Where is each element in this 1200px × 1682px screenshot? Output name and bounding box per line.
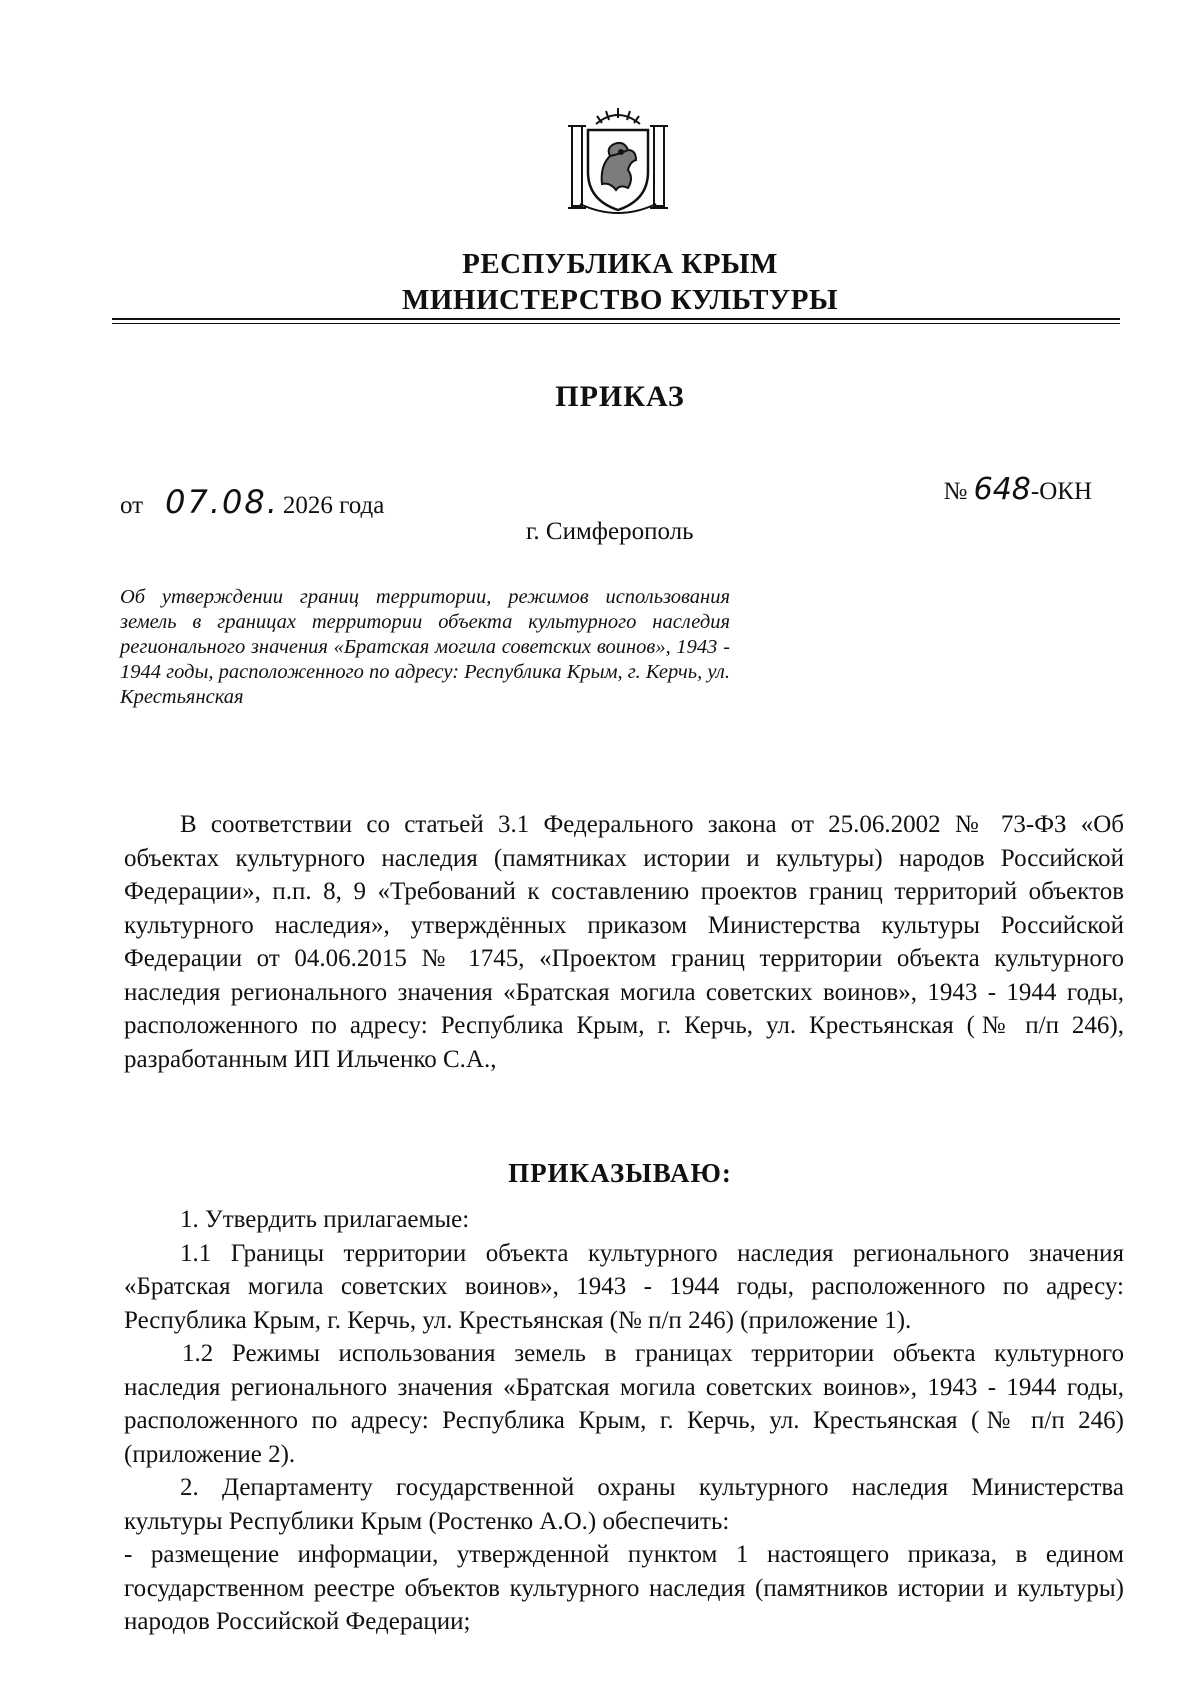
date-handwritten: 07.08. <box>165 483 279 521</box>
date-prefix: от <box>120 492 144 519</box>
republic-name: РЕСПУБЛИКА КРЫМ <box>462 248 778 280</box>
number-prefix: № <box>943 478 968 505</box>
order-items <box>124 1203 1124 1639</box>
date-suffix: 2026 года <box>282 492 385 519</box>
decree-heading: ПРИКАЗЫВАЮ: <box>508 1158 732 1188</box>
item-1: 1. Утвердить прилагаемые: <box>180 1206 470 1233</box>
item-1-1: 1.1 Границы территории объекта культурного наследия регионального значения «Братская могила советских воинов», 1943 - 1944 годы, расположенного по адресу: Республика Крым, г. Керчь, ул. Крестьянская (№ п/п 246) (приложение 1). <box>124 1239 1124 1334</box>
document-number <box>944 472 1092 507</box>
document-date <box>120 483 384 521</box>
item-1-2: 1.2 Режимы использования земель в границах территории объекта культурного наследия регионального значения «Братская могила советских воинов», 1943 - 1944 годы, расположенного по адресу: Республика Крым, г. Керчь, ул. Крестьянская (№ п/п 246) (приложение 2). <box>124 1340 1124 1468</box>
number-suffix: -ОКН <box>1030 478 1092 505</box>
document-title: ПРИКАЗ <box>555 380 685 413</box>
header-rule-thin <box>112 323 1120 324</box>
preamble-paragraph: В соответствии со статьей 3.1 Федерального закона от 25.06.2002 № 73-ФЗ «Об объектах культурного наследия (памятниках истории и культуры) народов Российской Федерации», п.п. 8, 9 «Требований к составлению проектов границ территорий объектов культурного наследия», утверждённых приказом Министерства культуры Российской Федерации от 04.06.2015 № 1745, «Проектом границ территории объекта культурного наследия регионального значения «Братская могила советских воинов», 1943 - 1944 годы, расположенного по адресу: Республика Крым, г. Керчь, ул. Крестьянская (№ п/п 246), разработанным ИП Ильченко С.А., <box>124 811 1124 1073</box>
item-2: 2. Департаменту государственной охраны культурного наследия Министерства культуры Республики Крым (Ростенко А.О.) обеспечить: <box>124 1474 1124 1535</box>
document-subject: Об утверждении границ территории, режимов использования земель в границах территории объекта культурного наследия регионального значения «Братская могила советских воинов», 1943 - 1944 годы, расположенного по адресу: Республика Крым, г. Керчь, ул. Крестьянская <box>120 586 730 708</box>
ministry-name: МИНИСТЕРСТВО КУЛЬТУРЫ <box>402 284 838 316</box>
header-rule-thick <box>112 318 1120 320</box>
number-handwritten: 648 <box>973 472 1031 507</box>
crimea-coat-of-arms-icon <box>566 104 670 216</box>
document-city: г. Симферополь <box>526 518 694 545</box>
item-2-a: - размещение информации, утвержденной пунктом 1 настоящего приказа, в едином государственном реестре объектов культурного наследия (памятников истории и культуры) народов Российской Федерации; <box>124 1541 1124 1635</box>
